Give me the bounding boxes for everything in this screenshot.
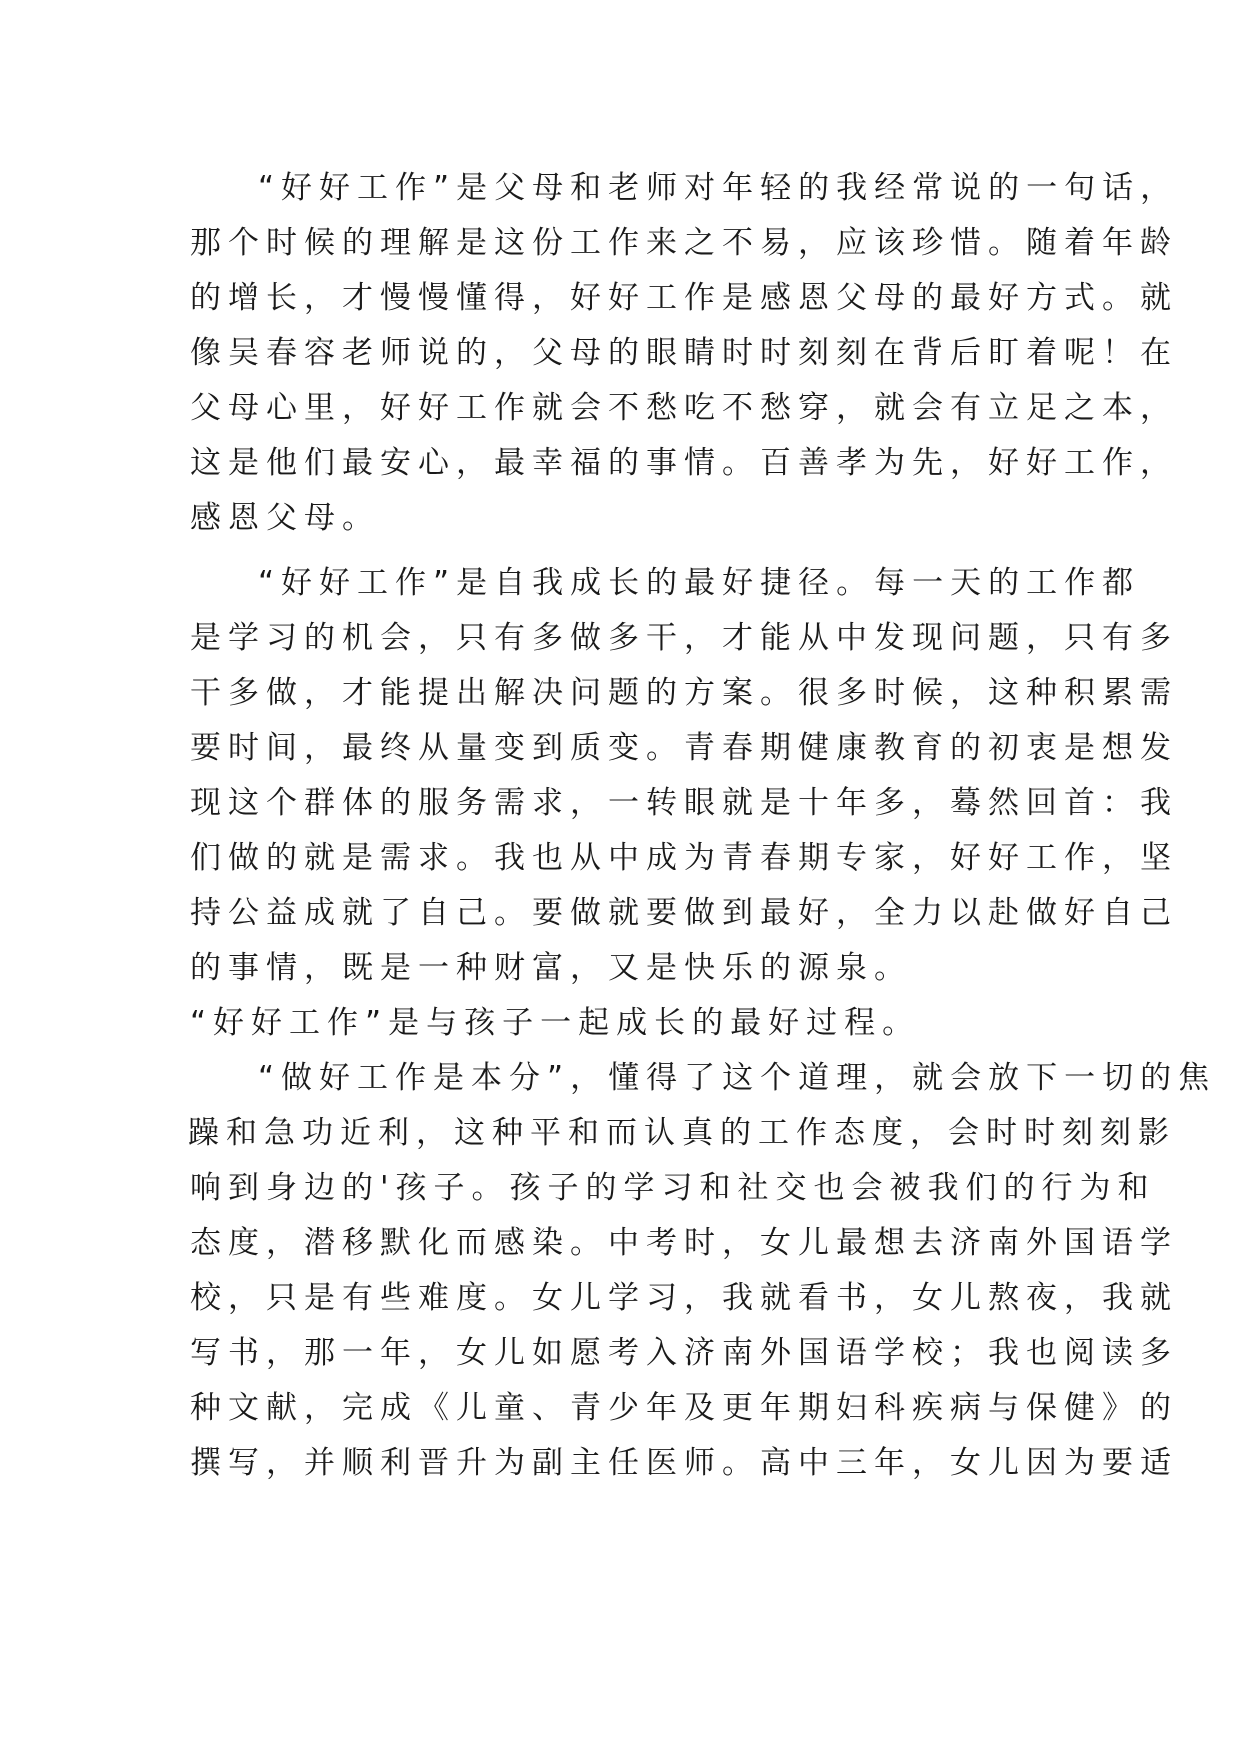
text-line-19: 响到身边的'孩子。孩子的学习和社交也会被我们的行为和 [190,1170,1156,1206]
text-line-14: 持公益成就了自己。要做就要做到最好，全力以赴做好自己 [190,895,1178,931]
text-line-4: 像吴春容老师说的，父母的眼睛时时刻刻在背后盯着呢！在 [190,335,1178,371]
text-line-12: 现这个群体的服务需求，一转眼就是十年多，蓦然回首：我 [190,785,1178,821]
text-line-21: 校，只是有些难度。女儿学习，我就看书，女儿熬夜，我就 [190,1280,1178,1316]
text-line-15: 的事情，既是一种财富，又是快乐的源泉。 [190,950,912,986]
text-line-2: 那个时候的理解是这份工作来之不易，应该珍惜。随着年龄 [190,225,1178,261]
text-line-16: “好好工作”是与孩子一起成长的最好过程。 [190,1005,921,1041]
text-line-13: 们做的就是需求。我也从中成为青春期专家，好好工作，坚 [190,840,1178,876]
text-line-17: “做好工作是本分”，懂得了这个道理，就会放下一切的焦 [258,1060,1217,1096]
text-line-23: 种文献，完成《儿童、青少年及更年期妇科疾病与保健》的 [190,1390,1178,1426]
text-line-6: 这是他们最安心，最幸福的事情。百善孝为先，好好工作， [190,445,1178,481]
text-line-10: 干多做，才能提出解决问题的方案。很多时候，这种积累需 [190,675,1178,711]
text-line-22: 写书，那一年，女儿如愿考入济南外国语学校；我也阅读多 [190,1335,1178,1371]
text-line-5: 父母心里，好好工作就会不愁吃不愁穿，就会有立足之本， [190,390,1178,426]
text-line-7: 感恩父母。 [190,500,380,536]
text-line-24: 撰写，并顺利晋升为副主任医师。高中三年，女儿因为要适 [190,1445,1178,1481]
text-line-18: 躁和急功近利，这种平和而认真的工作态度，会时时刻刻影 [188,1115,1176,1151]
text-line-8: “好好工作”是自我成长的最好捷径。每一天的工作都 [258,565,1141,601]
text-line-3: 的增长，才慢慢懂得，好好工作是感恩父母的最好方式。就 [190,280,1178,316]
text-line-1: “好好工作”是父母和老师对年轻的我经常说的一句话， [258,170,1179,206]
text-line-11: 要时间，最终从量变到质变。青春期健康教育的初衷是想发 [190,730,1178,766]
text-line-20: 态度，潜移默化而感染。中考时，女儿最想去济南外国语学 [190,1225,1178,1261]
text-line-9: 是学习的机会，只有多做多干，才能从中发现问题，只有多 [190,620,1178,656]
